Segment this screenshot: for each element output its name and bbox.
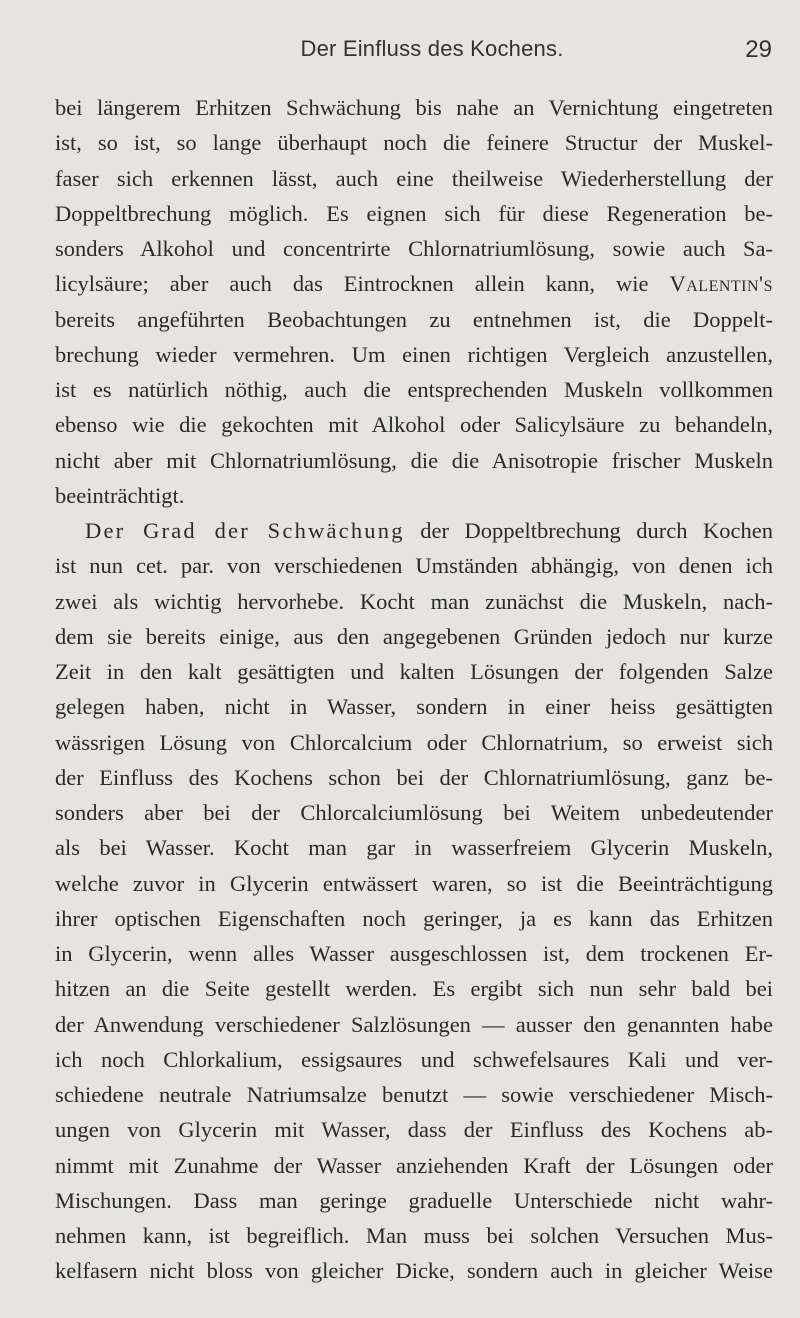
page-number: 29 (745, 36, 772, 63)
text-line: faser sich erkennen lässt, auch eine theilweise Wiederherstellung der (55, 165, 773, 191)
text-line: sonders Alkohol und concentrirte Chlornatriumlösung, sowie auch Sa- (55, 236, 773, 261)
text-line: zwei als wichtig hervorhebe. Kocht man zunächst die Muskeln, nach- (55, 588, 773, 614)
text-line: als bei Wasser. Kocht man gar in wasserfreiem Glycerin Muskeln, (55, 835, 773, 861)
text-line: ist es natürlich nöthig, auch die entsprechenden Muskeln vollkommen (55, 377, 773, 402)
text-line-with-name (55, 266, 773, 301)
text-line: welche zuvor in Glycerin entwässert waren, so ist die Beeinträchtigung (55, 870, 773, 896)
body-text (55, 90, 773, 1289)
text-line: hitzen an die Seite gestellt werden. Es ergibt sich nun sehr bald bei (55, 976, 773, 1002)
text-line: brechung wieder vermehren. Um einen richtigen Vergleich anzustellen, (55, 341, 773, 367)
paragraph-start-line (55, 513, 773, 548)
text-line: wässrigen Lösung von Chlorcalcium oder Chlornatrium, so erweist sich (55, 729, 773, 755)
text-line: bei längerem Erhitzen Schwächung bis nahe an Vernichtung eingetreten (55, 95, 773, 120)
text-line: der Einfluss des Kochens schon bei der Chlornatriumlösung, ganz be- (55, 764, 773, 790)
text-line: ungen von Glycerin mit Wasser, dass der Einfluss des Kochens ab- (55, 1117, 773, 1143)
text-line: ist nun cet. par. von verschiedenen Umständen abhängig, von denen ich (55, 553, 773, 579)
text-line: Zeit in den kalt gesättigten und kalten Lösungen der folgenden Salze (55, 659, 773, 684)
text-line: schiedene neutrale Natriumsalze benutzt — sowie verschiedener Misch- (55, 1082, 773, 1107)
text-line: ist, so ist, so lange überhaupt noch die feinere Structur der Muskel- (55, 130, 773, 156)
running-title: Der Einfluss des Kochens. (300, 36, 564, 61)
running-header (92, 36, 772, 72)
author-name-valentin: Valentin's (669, 271, 774, 297)
text-line: in Glycerin, wenn alles Wasser ausgeschlossen ist, dem trockenen Er- (55, 941, 773, 966)
text-line: der Anwendung verschiedener Salzlösungen — ausser den genannten habe (55, 1011, 773, 1037)
text-line: nimmt mit Zunahme der Wasser anziehenden Kraft der Lösungen oder (55, 1152, 773, 1178)
text-line: nicht aber mit Chlornatriumlösung, die die Anisotropie frischer Muskeln (55, 447, 773, 473)
text-fragment: licylsäure; aber auch das Eintrocknen allein kann, wie (55, 271, 649, 297)
text-line: Mischungen. Dass man geringe graduelle Unterschiede nicht wahr- (55, 1187, 773, 1213)
text-line: Doppeltbrechung möglich. Es eignen sich für diese Regeneration be- (55, 200, 773, 226)
spaced-emphasis: Der Grad der Schwächung (85, 518, 405, 543)
text-line: beeinträchtigt. (55, 482, 185, 508)
text-line: dem sie bereits einige, aus den angegebenen Gründen jedoch nur kurze (55, 623, 773, 649)
text-line: sonders aber bei der Chlorcalciumlösung bei Weitem unbedeutender (55, 800, 773, 825)
text-line: gelegen haben, nicht in Wasser, sondern in einer heiss gesättigten (55, 694, 773, 720)
text-fragment: der Doppeltbrechung durch Kochen (420, 518, 774, 543)
text-line: bereits angeführten Beobachtungen zu entnehmen ist, die Doppelt- (55, 306, 773, 332)
text-line: nehmen kann, ist begreiflich. Man muss bei solchen Versuchen Mus- (55, 1223, 773, 1248)
text-line: kelfasern nicht bloss von gleicher Dicke, sondern auch in gleicher Weise (55, 1258, 773, 1284)
text-line: ebenso wie die gekochten mit Alkohol oder Salicylsäure zu behandeln, (55, 412, 773, 438)
text-line: ich noch Chlorkalium, essigsaures und schwefelsaures Kali und ver- (55, 1046, 773, 1072)
text-line: ihrer optischen Eigenschaften noch geringer, ja es kann das Erhitzen (55, 905, 773, 931)
